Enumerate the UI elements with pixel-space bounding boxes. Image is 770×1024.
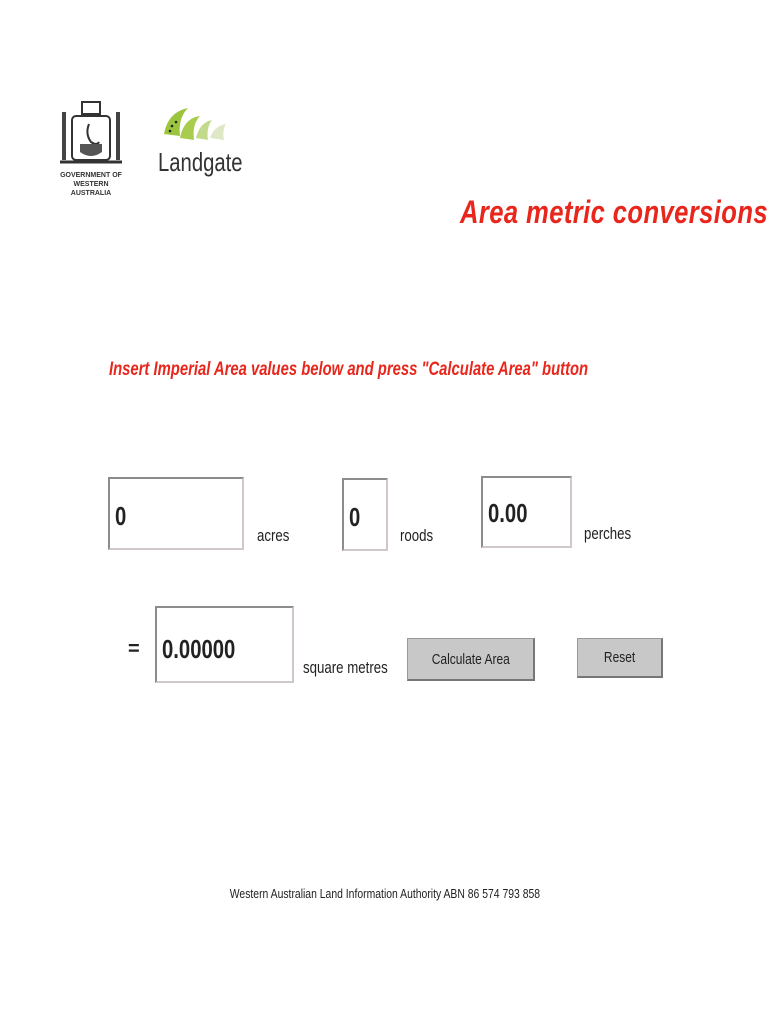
acres-input[interactable]: 0 (108, 477, 244, 550)
square-metres-label: square metres (303, 658, 388, 677)
instruction-text: Insert Imperial Area values below and press "Calculate Area" button (109, 359, 589, 380)
reset-button[interactable]: Reset (577, 638, 663, 678)
acres-label: acres (257, 526, 290, 545)
square-metres-output: 0.00000 (155, 606, 294, 683)
government-crest-logo: GOVERNMENT OF WESTERN AUSTRALIA (56, 94, 126, 194)
footer-text: Western Australian Land Information Authority ABN 86 574 793 858 (229, 886, 541, 901)
page-title: Area metric conversions (460, 194, 768, 230)
calculate-area-button[interactable]: Calculate Area (407, 638, 535, 681)
equals-sign: = (128, 638, 140, 660)
roods-label: roods (400, 526, 434, 545)
perches-label: perches (584, 524, 632, 543)
landgate-logo (158, 104, 266, 178)
landgate-wordmark: Landgate (158, 147, 243, 177)
roods-input[interactable]: 0 (342, 478, 388, 551)
perches-input[interactable]: 0.00 (481, 476, 572, 548)
